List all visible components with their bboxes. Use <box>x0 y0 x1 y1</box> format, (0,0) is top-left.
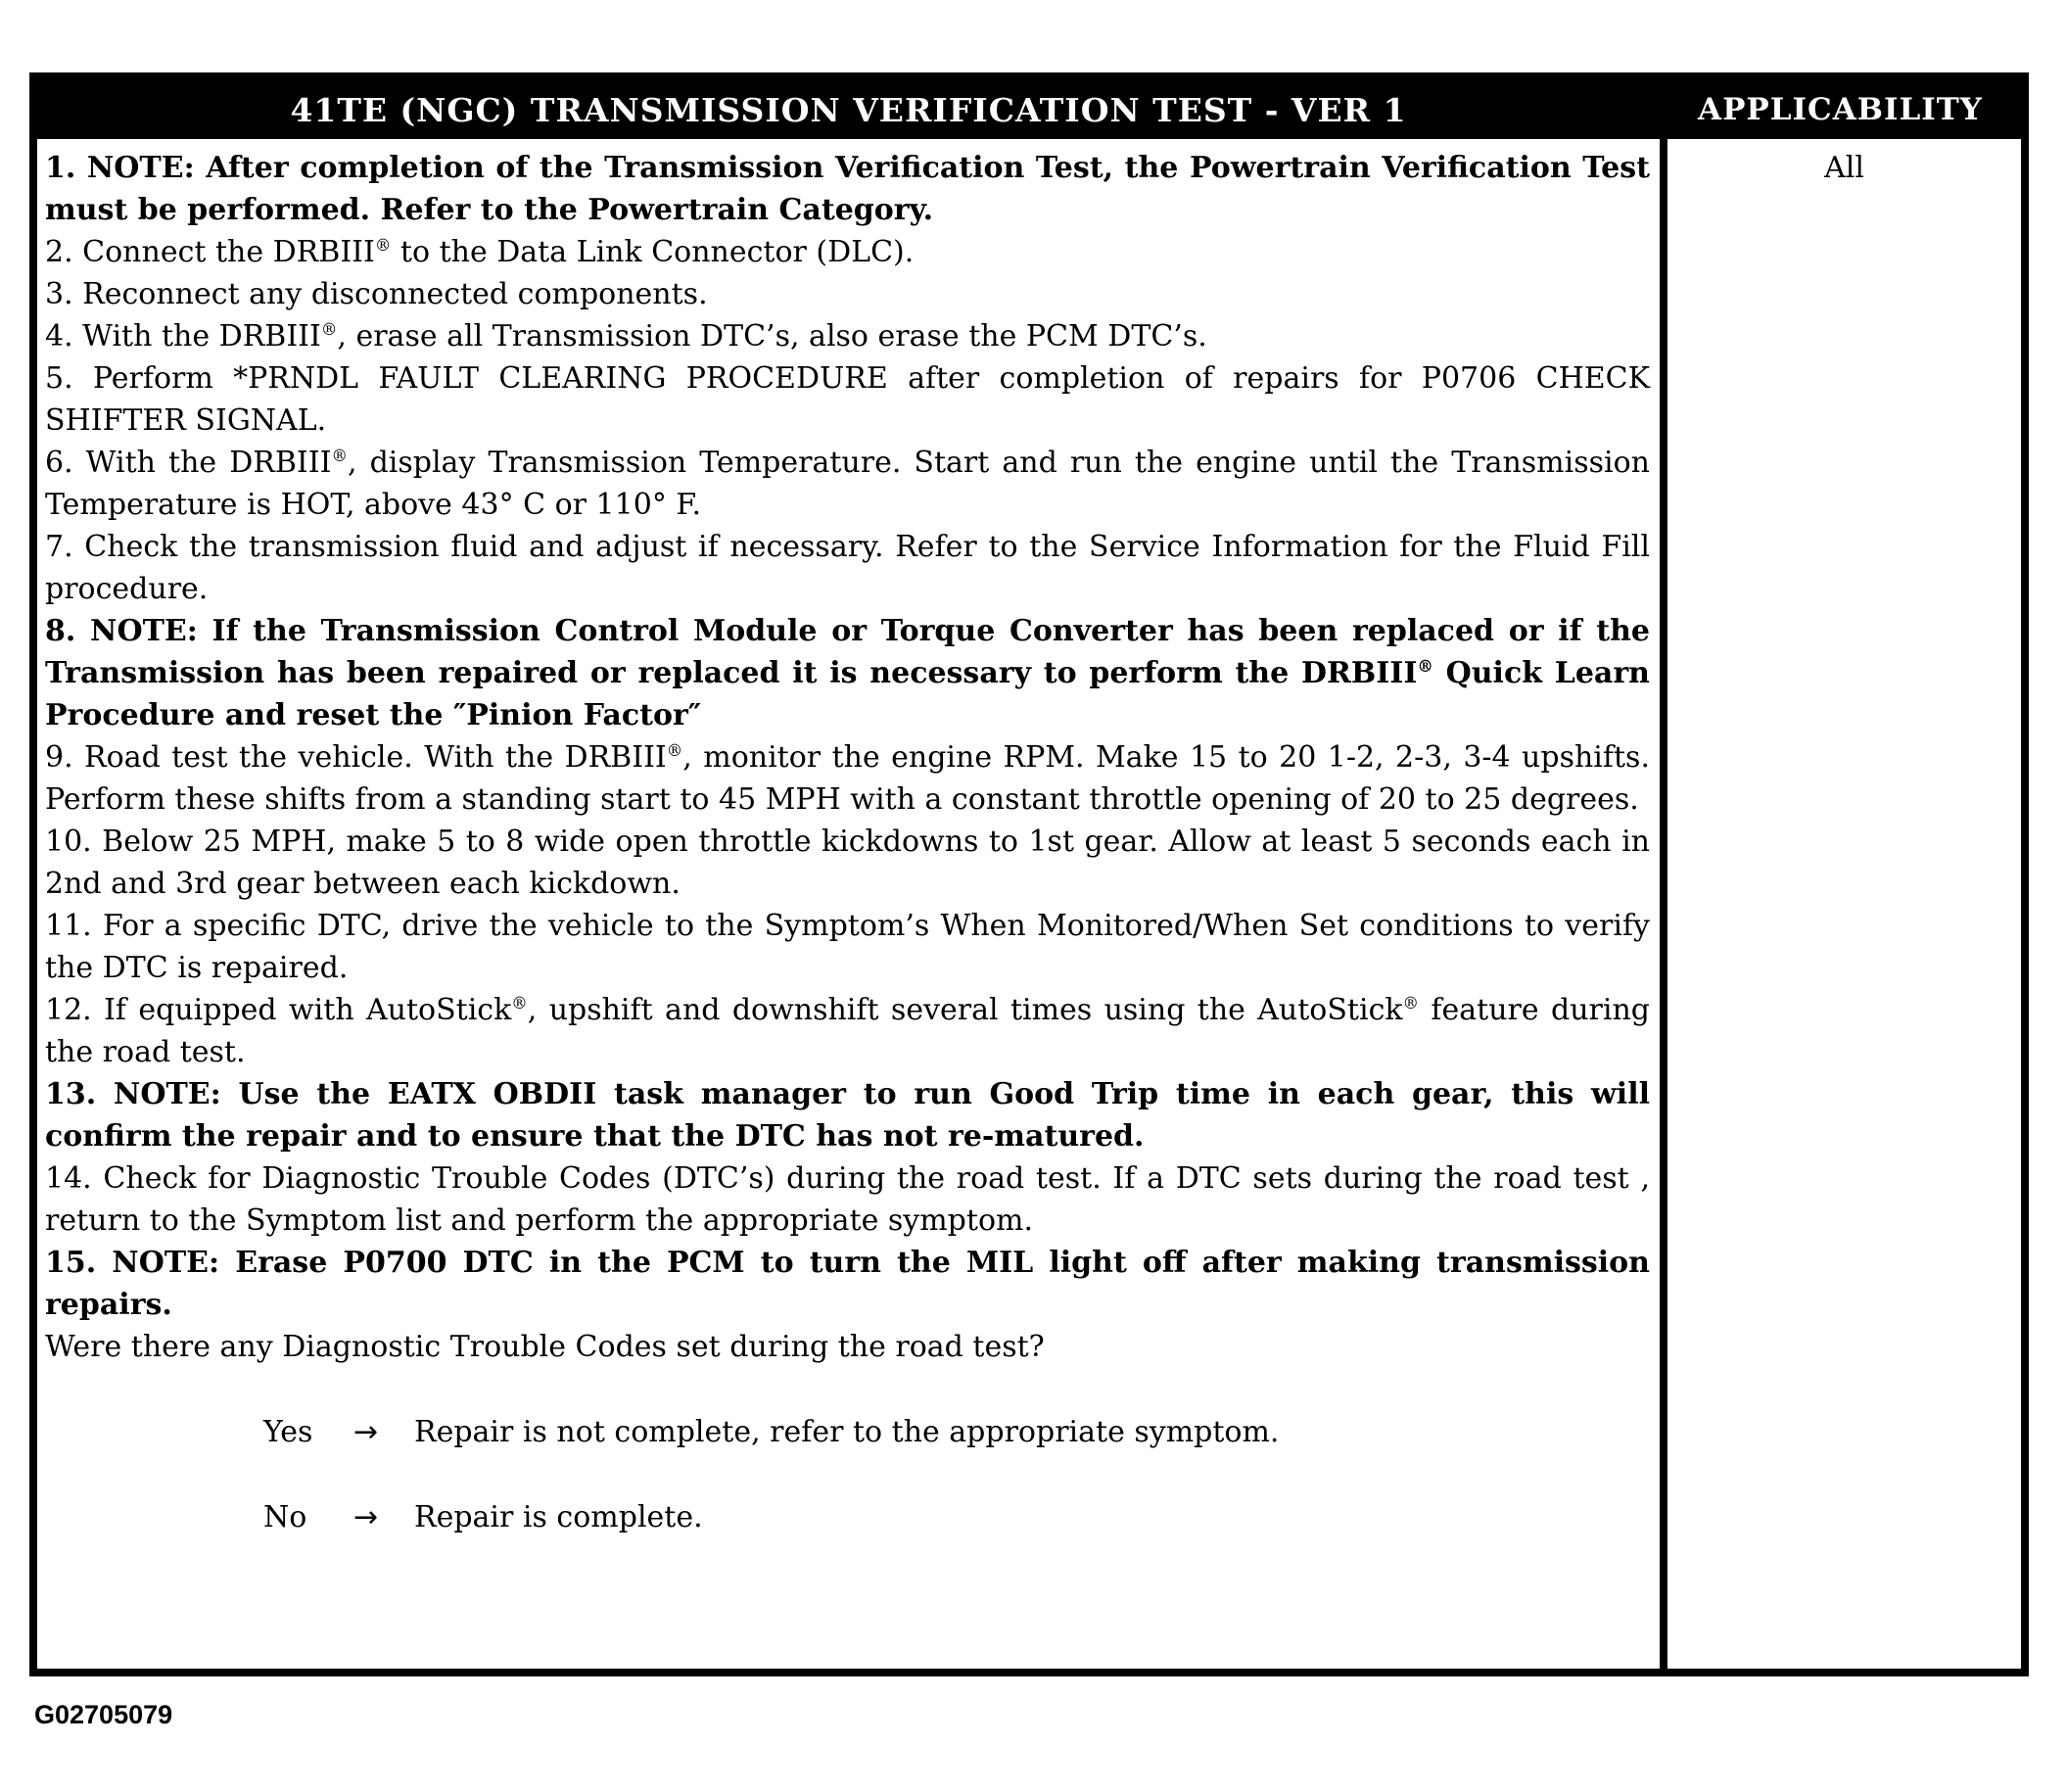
step-item: 10. Below 25 MPH, make 5 to 8 wide open throttle kickdowns to 1st gear. Allow at least 5 seconds each in 2nd and 3rd gear between each kickdown. <box>45 825 1650 901</box>
right-arrow-icon: → <box>353 1500 379 1534</box>
step-item: 14. Check for Diagnostic Trouble Codes (DTC’s) during the road test. If a DTC sets during the road test , return to the Symptom list and perform the appropriate symptom. <box>45 1161 1650 1238</box>
step-item: 5. Perform *PRNDL FAULT CLEARING PROCEDURE after completion of repairs for P0706 CHECK SHIFTER SIGNAL. <box>45 361 1650 438</box>
step-item: 9. Road test the vehicle. With the DRBIII®, monitor the engine RPM. Make 15 to 20 1-2, 2-3, 3-4 upshifts. Perform these shifts from a standing start to 45 MPH with a constant throttle opening of 20 to 25 degrees. <box>45 740 1650 817</box>
step-item: 4. With the DRBIII®, erase all Transmission DTC’s, also erase the PCM DTC’s. <box>45 319 1207 354</box>
table-title: 41TE (NGC) TRANSMISSION VERIFICATION TEST - VER 1 <box>290 90 1407 129</box>
right-arrow-icon: → <box>353 1415 379 1449</box>
answer-row-yes <box>45 1411 1650 1453</box>
road-test-question: Were there any Diagnostic Trouble Codes set during the road test? <box>45 1330 1045 1364</box>
answer-label-yes: Yes <box>263 1415 313 1449</box>
step-item: 3. Reconnect any disconnected components. <box>45 277 708 311</box>
step-item: 6. With the DRBIII®, display Transmission Temperature. Start and run the engine until the Transmission Temperature is HOT, above 43° C or 110° F. <box>45 446 1650 522</box>
answer-row-no <box>45 1496 1650 1538</box>
step-item: 11. For a specific DTC, drive the vehicle to the Symptom’s When Monitored/When Set conditions to verify the DTC is repaired. <box>45 909 1650 985</box>
step-item: 2. Connect the DRBIII® to the Data Link Connector (DLC). <box>45 235 915 269</box>
procedure-steps-cell <box>37 139 1660 1669</box>
answer-label-no: No <box>263 1500 307 1534</box>
applicability-value-cell <box>1660 139 2021 1669</box>
step-item: 12. If equipped with AutoStick®, upshift and downshift several times using the AutoStick® feature during the road test. <box>45 993 1650 1069</box>
table-body-row <box>37 139 2021 1669</box>
answer-result-no: Repair is complete. <box>414 1500 703 1534</box>
table-header-row <box>37 80 2021 139</box>
verification-test-table <box>29 72 2029 1676</box>
applicability-value: All <box>1824 151 1864 185</box>
step-item: 15. NOTE: Erase P0700 DTC in the PCM to turn the MIL light off after making transmission repairs. <box>45 1246 1650 1322</box>
step-item: 7. Check the transmission fluid and adjust if necessary. Refer to the Service Information for the Fluid Fill procedure. <box>45 530 1650 606</box>
answer-result-yes: Repair is not complete, refer to the appropriate symptom. <box>414 1415 1280 1449</box>
figure-id-label: G02705079 <box>34 1700 173 1729</box>
step-item: 13. NOTE: Use the EATX OBDII task manager to run Good Trip time in each gear, this will confirm the repair and to ensure that the DTC has not re-matured. <box>45 1077 1650 1154</box>
applicability-column-header: APPLICABILITY <box>1698 92 1983 127</box>
step-item: 1. NOTE: After completion of the Transmission Verification Test, the Powertrain Verification Test must be performed. Refer to the Powertrain Category. <box>45 151 1650 227</box>
step-item: 8. NOTE: If the Transmission Control Module or Torque Converter has been replaced or if the Transmission has been repaired or replaced it is necessary to perform the DRBIII® Quick Learn Procedure and reset the ″Pinion Factor″ <box>45 614 1650 732</box>
